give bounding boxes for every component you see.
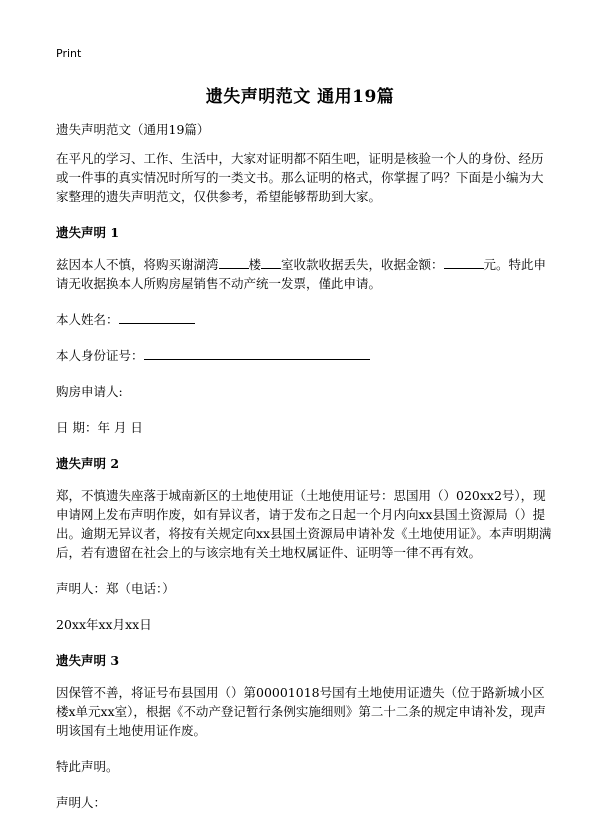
section-2-declarant: 声明人：郑（电话：） bbox=[56, 581, 175, 596]
blank-room-number bbox=[261, 256, 281, 269]
section-1-heading: 遗失声明 1 bbox=[56, 225, 120, 240]
section-1-text-b: 楼 bbox=[248, 257, 262, 272]
print-link[interactable]: Print bbox=[56, 47, 82, 60]
page-title: 遗失声明范文 通用19篇 bbox=[205, 87, 395, 107]
section-3-declarant: 声明人： bbox=[56, 795, 107, 810]
blank-building-number bbox=[219, 256, 249, 269]
section-1-text-a: 兹因本人不慎，将购买谢湖湾 bbox=[56, 257, 219, 272]
name-label: 本人姓名： bbox=[56, 312, 119, 327]
blank-amount bbox=[444, 256, 484, 269]
applicant-line: 购房申请人: bbox=[56, 384, 123, 399]
section-2-date: 20xx年xx月xx日 bbox=[56, 617, 152, 632]
section-2-heading: 遗失声明 2 bbox=[56, 456, 120, 471]
section-3-heading: 遗失声明 3 bbox=[56, 653, 120, 668]
date-line: 日 期：年 月 日 bbox=[56, 420, 143, 435]
name-line bbox=[56, 310, 552, 329]
section-1-body bbox=[56, 255, 552, 293]
section-1-text-c: 室收款收据丢失，收据金额： bbox=[281, 257, 444, 272]
section-3-closing: 特此声明。 bbox=[56, 759, 119, 774]
intro-paragraph: 在平凡的学习、工作、生活中，大家对证明都不陌生吧，证明是核验一个人的身份、经历或一件事的真实情况时所写的一类文书。那么证明的格式，你掌握了吗？下面是小编为大家整理的遗失声明范文，仅供参考，希望能够帮助到大家。 bbox=[56, 151, 544, 204]
document-body bbox=[56, 120, 552, 829]
blank-id-number bbox=[144, 347, 370, 360]
id-number-label: 本人身份证号： bbox=[56, 348, 144, 363]
section-2-body: 郑，不慎遗失座落于城南新区的土地使用证（土地使用证号：思国用（）020xx2号），现申请网上发布声明作废，如有异议者，请于发布之日起一个月内向xx县国土资源局（）提出。逾期无异议者，将按有关规定向xx县国土资源局申请补发《土地使用证》。本声明期满后，若有遗留在社会上的与该宗地有关土地权属证件、证明等一律不再有效。 bbox=[56, 488, 552, 560]
id-line bbox=[56, 346, 552, 365]
section-1-text-d: 元。特此申请无收据换本人所购房屋销售不动产统一发票，僅此申请。 bbox=[56, 257, 547, 291]
blank-name bbox=[119, 311, 195, 324]
document-subtitle: 遗失声明范文（通用19篇） bbox=[56, 122, 210, 137]
section-3-body: 因保管不善，将证号布县国用（）第00001018号国有土地使用证遗失（位于路新城小区楼x单元xx室），根据《不动产登记暂行条例实施细则》第二十二条的规定申请补发，现声明该国有土地使用证作废。 bbox=[56, 685, 546, 738]
